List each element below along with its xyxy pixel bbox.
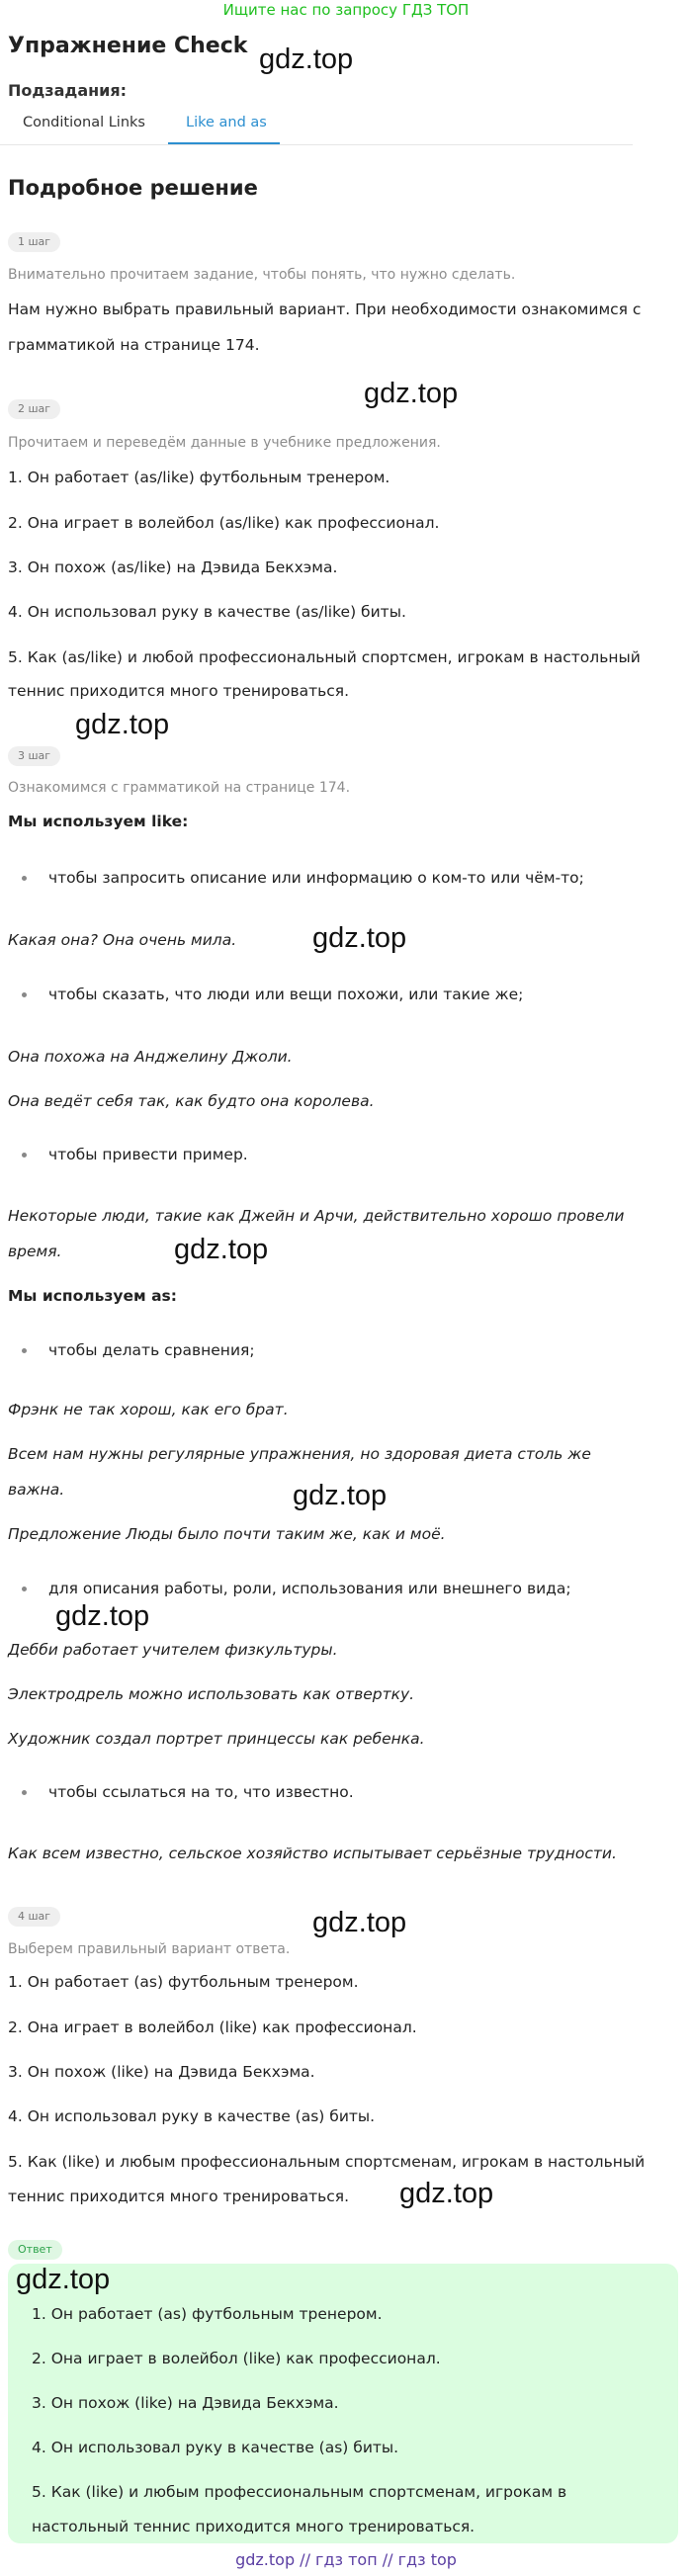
step-3-badge: 3 шаг xyxy=(8,746,60,766)
as-heading: Мы используем as: xyxy=(8,1287,177,1305)
list-item: чтобы делать сравнения; xyxy=(22,1339,255,1361)
answer-item: 1. Он работает (as) футбольным тренером. xyxy=(32,2305,383,2323)
exercise-title: Упражнение Check xyxy=(8,34,248,58)
step-4-note: Выберем правильный вариант ответа. xyxy=(8,1941,291,1957)
list-item: чтобы привести пример. xyxy=(22,1144,248,1165)
example-text: Художник создал портрет принцессы как ребенка. xyxy=(8,1730,425,1748)
step-4-item: 3. Он похож (like) на Дэвида Бекхэма. xyxy=(8,2063,315,2081)
step-4-item: 2. Она играет в волейбол (like) как профессионал. xyxy=(8,2018,417,2036)
subtasks-label: Подзадания: xyxy=(8,81,128,100)
example-text: Предложение Люды было почти таким же, как и моё. xyxy=(8,1525,446,1543)
step-4-badge: 4 шаг xyxy=(8,1907,60,1927)
list-item: чтобы запросить описание или информацию о ком-то или чём-то; xyxy=(22,867,584,889)
answer-item: настольный теннис приходится много тренироваться. xyxy=(32,2518,476,2535)
example-text: Всем нам нужны регулярные упражнения, но здоровая диета столь же xyxy=(8,1445,591,1463)
step-3-note: Ознакомимся с грамматикой на странице 174. xyxy=(8,780,351,796)
step-1-note: Внимательно прочитаем задание, чтобы понять, что нужно сделать. xyxy=(8,267,516,283)
example-text: Дебби работает учителем физкультуры. xyxy=(8,1641,338,1659)
example-text: Некоторые люди, такие как Джейн и Арчи, действительно хорошо провели xyxy=(8,1207,625,1225)
watermark: gdz.top xyxy=(312,922,407,954)
watermark: gdz.top xyxy=(259,43,354,75)
watermark: gdz.top xyxy=(16,2264,111,2295)
step-1-text: Нам нужно выбрать правильный вариант. При необходимости ознакомимся с xyxy=(8,301,642,318)
watermark: gdz.top xyxy=(364,378,459,409)
solution-heading: Подробное решение xyxy=(8,176,258,200)
step-2-item: 2. Она играет в волейбол (as/like) как профессионал. xyxy=(8,514,440,532)
step-2-item: 1. Он работает (as/like) футбольным тренером. xyxy=(8,469,390,486)
answer-item: 5. Как (like) и любым профессиональным спортсменам, игрокам в xyxy=(32,2483,567,2501)
answer-item: 2. Она играет в волейбол (like) как профессионал. xyxy=(32,2350,441,2367)
example-text: важна. xyxy=(8,1481,65,1499)
tab-like-and-as[interactable]: Like and as xyxy=(186,115,267,130)
answer-item: 3. Он похож (like) на Дэвида Бекхэма. xyxy=(32,2394,339,2412)
watermark: gdz.top xyxy=(399,2178,494,2209)
list-item: чтобы ссылаться на то, что известно. xyxy=(22,1781,354,1803)
step-4-item: теннис приходится много тренироваться. xyxy=(8,2188,350,2205)
step-2-note: Прочитаем и переведём данные в учебнике предложения. xyxy=(8,435,441,451)
active-tab-indicator xyxy=(168,142,280,144)
step-1-badge: 1 шаг xyxy=(8,232,60,252)
watermark: gdz.top xyxy=(174,1234,269,1265)
step-2-item: 5. Как (as/like) и любой профессиональный спортсмен, игрокам в настольный xyxy=(8,648,641,666)
step-4-item: 4. Он использовал руку в качестве (as) биты. xyxy=(8,2107,376,2125)
answer-item: 4. Он использовал руку в качестве (as) биты. xyxy=(32,2439,399,2456)
watermark: gdz.top xyxy=(55,1600,150,1632)
example-text: время. xyxy=(8,1243,62,1260)
tab-conditional-links[interactable]: Conditional Links xyxy=(23,115,145,130)
example-text: Она ведёт себя так, как будто она королева. xyxy=(8,1092,375,1110)
step-1-text: грамматикой на странице 174. xyxy=(8,336,260,354)
footer-links[interactable]: gdz.top // гдз топ // гдз top xyxy=(235,2550,457,2569)
watermark: gdz.top xyxy=(312,1907,407,1938)
like-heading: Мы используем like: xyxy=(8,813,189,830)
list-item: чтобы сказать, что люди или вещи похожи, или такие же; xyxy=(22,984,523,1005)
answer-badge: Ответ xyxy=(8,2240,62,2260)
list-item: для описания работы, роли, использования или внешнего вида; xyxy=(22,1578,571,1599)
tabs-divider xyxy=(0,144,633,145)
watermark: gdz.top xyxy=(293,1480,388,1511)
step-4-item: 1. Он работает (as) футбольным тренером. xyxy=(8,1973,359,1991)
example-text: Какая она? Она очень мила. xyxy=(8,931,237,949)
step-2-item: 3. Он похож (as/like) на Дэвида Бекхэма. xyxy=(8,558,338,576)
step-2-badge: 2 шаг xyxy=(8,399,60,419)
example-text: Она похожа на Анджелину Джоли. xyxy=(8,1048,293,1066)
step-2-item: теннис приходится много тренироваться. xyxy=(8,682,350,700)
example-text: Электродрель можно использовать как отвертку. xyxy=(8,1685,415,1703)
watermark: gdz.top xyxy=(75,709,170,740)
example-text: Фрэнк не так хорош, как его брат. xyxy=(8,1401,289,1418)
top-search-link[interactable]: Ищите нас по запросу ГДЗ ТОП xyxy=(222,1,470,19)
example-text: Как всем известно, сельское хозяйство испытывает серьёзные трудности. xyxy=(8,1845,617,1862)
step-2-item: 4. Он использовал руку в качестве (as/like) биты. xyxy=(8,603,406,621)
step-4-item: 5. Как (like) и любым профессиональным спортсменам, игрокам в настольный xyxy=(8,2153,646,2171)
